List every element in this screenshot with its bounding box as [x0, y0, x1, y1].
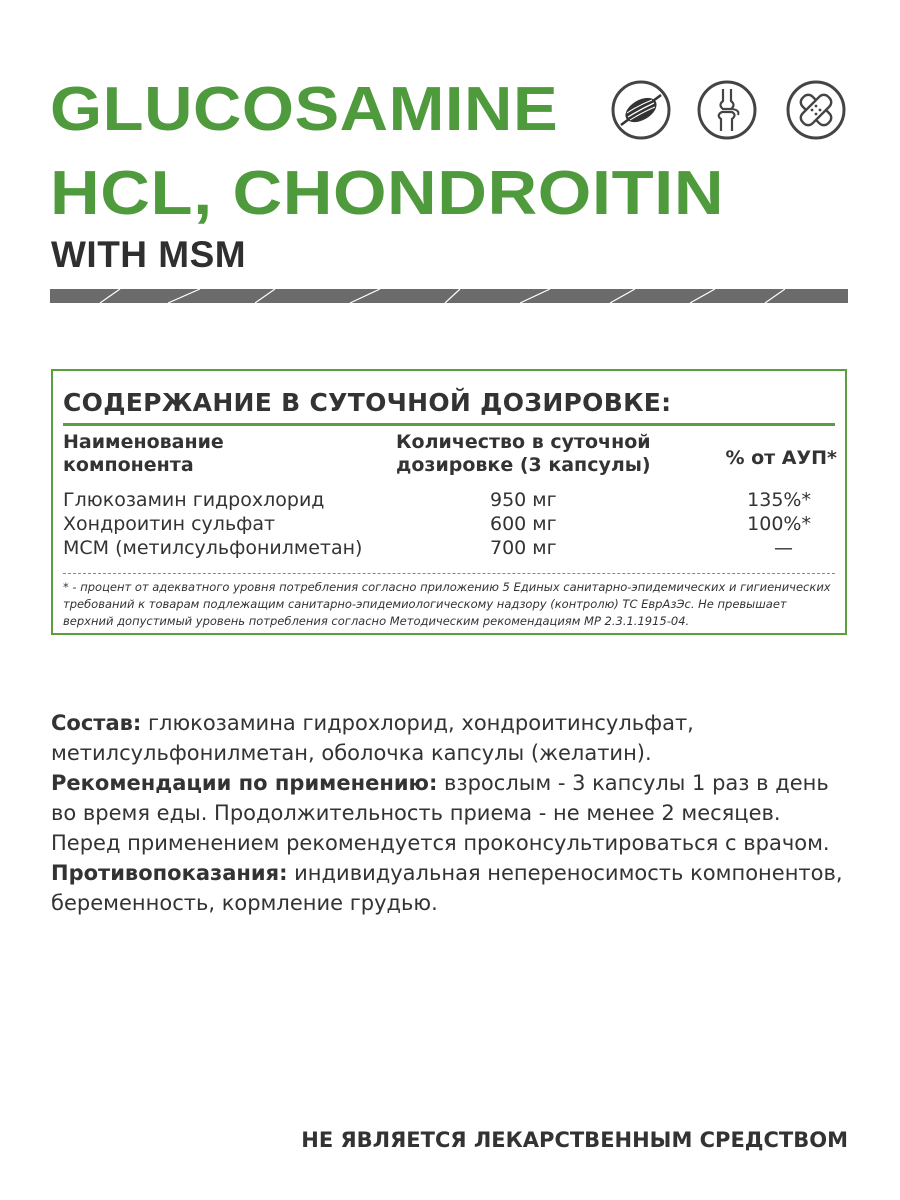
- panel-heading-rule: [63, 423, 835, 426]
- contraindications-text: индивидуальная непереносимость компонентов, беременность, кормление грудью.: [51, 861, 843, 915]
- footnote: * - процент от адекватного уровня потребления согласно приложению 5 Единых санитарно-эпидемических и гигиенических требований к товарам подлежащим санитарно-эпидемиологическому надзору (контролю) ТС ЕврАзЭс. Не превышает верхний допустимый уровень потребления согласно Методическим рекомендациям МР 2.3.1.1915-04.: [63, 580, 831, 628]
- contraindications-label: Противопоказания:: [51, 861, 288, 885]
- usage-paragraph: [51, 768, 851, 858]
- ingredient-name: МСМ (метилсульфонилметан): [63, 537, 363, 559]
- usage-label: Рекомендации по применению:: [51, 771, 438, 795]
- panel-heading: СОДЕРЖАНИЕ В СУТОЧНОЙ ДОЗИРОВКЕ:: [63, 388, 672, 417]
- product-title-line1: GLUCOSAMINE: [50, 75, 559, 144]
- ingredient-quantity: 600 мг: [490, 513, 557, 535]
- column-header-name: [63, 431, 224, 477]
- composition-text: глюкозамина гидрохлорид, хондроитинсульфат, метилсульфонилметан, оболочка капсулы (желатин).: [51, 711, 694, 765]
- product-title-line2: HCL, CHONDROITIN: [50, 159, 725, 228]
- product-details: [51, 708, 851, 918]
- joint-icon: [696, 79, 758, 141]
- ingredient-percent: 135%*: [747, 489, 811, 511]
- column-header-percent: % от АУП*: [725, 447, 837, 469]
- footnote-divider: [63, 573, 835, 574]
- usage-text: взрослым - 3 капсулы 1 раз в день во время еды. Продолжительность приема - не менее 2 месяцев. Перед применением рекомендуется проконсультироваться с врачом.: [51, 771, 830, 855]
- column-header-quantity: [396, 431, 651, 477]
- ingredient-percent: 100%*: [747, 513, 811, 535]
- column-header-name-line1: Наименование: [63, 431, 224, 453]
- ingredient-quantity: 950 мг: [490, 489, 557, 511]
- bandage-icon: [785, 79, 847, 141]
- nutrition-panel: [51, 369, 847, 635]
- muscle-icon: [610, 79, 672, 141]
- contraindications-paragraph: [51, 858, 851, 918]
- column-header-name-line2: компонента: [63, 454, 194, 476]
- product-subtitle: WITH MSM: [51, 234, 247, 275]
- column-header-quantity-line2: дозировке (3 капсулы): [396, 454, 651, 476]
- ingredient-percent: —: [774, 537, 793, 559]
- decorative-stripe: [50, 289, 848, 303]
- disclaimer: НЕ ЯВЛЯЕТСЯ ЛЕКАРСТВЕННЫМ СРЕДСТВОМ: [301, 1128, 848, 1152]
- composition-label: Состав:: [51, 711, 142, 735]
- composition-paragraph: [51, 708, 851, 768]
- ingredient-name: Глюкозамин гидрохлорид: [63, 489, 325, 511]
- ingredient-quantity: 700 мг: [490, 537, 557, 559]
- column-header-quantity-line1: Количество в суточной: [396, 431, 651, 453]
- ingredient-name: Хондроитин сульфат: [63, 513, 276, 535]
